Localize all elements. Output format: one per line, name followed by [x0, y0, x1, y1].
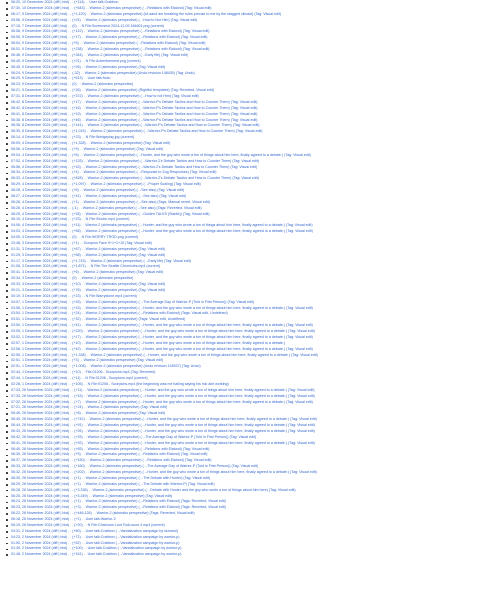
- bullet-icon: [6, 220, 8, 222]
- contribution-text[interactable]: 01:31, 3 December 2024 (diff | hist) . . (+67) . . Warrior-2 (skirmaks perspective) (Tag: Visual edit): [11, 246, 166, 251]
- bullet-icon: [6, 402, 8, 404]
- bullet-icon: [6, 425, 8, 427]
- contribution-text[interactable]: 06:40, 26 November 2024 (diff | hist) . . (+65) . . Warrior-2 (skirmaks perspective) (→Relations with Elalond) (Tag: Visual edit): [11, 446, 210, 451]
- contribution-text[interactable]: 06:18, 26 November 2024 (diff | hist) . . (+1) . . User talk:Warrior-2: [11, 517, 116, 521]
- bullet-icon: [6, 173, 8, 175]
- bullet-icon: [6, 126, 8, 128]
- bullet-icon: [6, 49, 8, 51]
- contribution-text[interactable]: 04:03, 4 December 2024 (diff | hist) . . (+58) . . Warrior-2 (skirmaks perspective) (→Hunter, and the guy who wrote a ton of things about him here, finally agreed to a debate.) (Tag: Visual edit): [11, 229, 313, 234]
- contribution-text[interactable]: 06:42, 8 December 2024 (diff | hist) . . (+17) . . Warrior-2 (skirmaks perspective) (→Warrior-P's Debate Tactics and How to Counter Them) (Tag: Visual edit): [11, 99, 258, 104]
- bullet-icon: [6, 32, 8, 34]
- contribution-text[interactable]: 06:41, 8 December 2024 (diff | hist) . . (+19) . . Warrior-2 (skirmaks perspective) (→Warrior-P's Debate Tactics and How to Counter Them) (Tag: Visual edit): [11, 111, 258, 116]
- contribution-text[interactable]: 00:21, 3 December 2024 (diff | hist) . . (+76) . . Warrior-2 (skirmaks perspective) (Tag: Visual edit): [11, 287, 166, 292]
- bullet-icon: [6, 519, 8, 521]
- contribution-text[interactable]: 07:33, 26 November 2024 (diff | hist) . . (+15) . . Warrior-2 (skirmaks perspective) (→Hunter, and the guy who wrote a ton of things about him here, finally agreed to a debate.) (Tag: Visual edit): [11, 393, 315, 398]
- bullet-icon: [6, 331, 8, 333]
- contribution-text[interactable]: 06:09, 4 December 2024 (diff | hist) . . (+1,328) . . Warrior-2 (skirmaks perspective) (Tag: Visual edit): [11, 141, 171, 145]
- bullet-icon: [6, 537, 8, 539]
- bullet-icon: [6, 55, 8, 57]
- contribution-text[interactable]: 02:44, 1 December 2024 (diff | hist) . . (+10) . . File:01206 - Scorpions.mp4 (Tag: Reverted): [11, 370, 156, 375]
- bullet-icon: [6, 243, 8, 245]
- bullet-icon: [6, 308, 8, 310]
- bullet-icon: [6, 302, 8, 304]
- contributions-list: [6, 0, 487, 558]
- bullet-icon: [6, 349, 8, 351]
- contribution-text[interactable]: 03:02, 1 December 2024 (diff | hist) . . (+17) . . Warrior-2 (skirmaks perspective) (→Hunter, and the guy who wrote a ton of things about him here, finally agreed to a debate.) (Tag: Visual edit): [11, 334, 313, 339]
- contribution-text[interactable]: 06:54, 9 December 2024 (diff | hist) . . (+5) . . Warrior-2 (skirmaks perspective) (→Relations with Elalond) (Tag: Visual edit): [11, 41, 206, 46]
- contribution-text[interactable]: 06:43, 26 November 2024 (diff | hist) . . (+26) . . Warrior-2 (skirmaks perspective) (→Hunter, and the guy who wrote a ton of things about him here, finally agreed to a debate.) (Tag: Visual edit): [11, 428, 315, 433]
- contribution-text[interactable]: 03:56, 1 December 2024 (diff | hist) . . (+15) . . Warrior-2 (skirmaks perspective) (→Hunter, and the guy who wrote a ton of things about him here, finally agreed to a debate.) (Tag: Visual edit): [11, 305, 313, 310]
- bullet-icon: [6, 314, 8, 316]
- bullet-icon: [6, 549, 8, 551]
- contribution-text[interactable]: 07:33, 26 November 2024 (diff | hist) . . (+11) . . Warrior-2 (skirmaks perspective) (→Hunter, and the guy who wrote a ton of things about him here, finally agreed to a debate.) (Tag: Visual edit): [11, 387, 315, 392]
- contribution-text[interactable]: 06:25, 4 December 2024 (diff | hist) . . (+28) . . Warrior-2 (skirmaks perspective) (→Golden TALKS (Startle)) (Tag: Visual edit): [11, 211, 210, 216]
- contribution-text[interactable]: 06:37, 26 November 2024 (diff | hist) . . (+150) . . Warrior-2 (skirmaks perspective) (→Relations with Elalond) (Tag: Visual edit): [11, 458, 212, 463]
- contribution-text[interactable]: 06:14, 4 December 2024 (diff | hist) . . (+23) . . N File:Wedgeplay.jpg (current): [11, 135, 135, 140]
- bullet-icon: [6, 214, 8, 216]
- contribution-text[interactable]: 04:06, 4 December 2024 (diff | hist) . . (+11) . . Warrior-2 (skirmaks perspective) (→Hunter, and the guy who wrote a ton of things about him here, finally agreed to a debate.) (Tag: Visual edit): [11, 223, 313, 228]
- contribution-text[interactable]: 06:45, 26 November 2024 (diff | hist) . . (+742) . . Warrior-2 (skirmaks perspective) (→Hunter, and the guy who wrote a ton of things about him here, finally agreed to a debate.) (Tag: Visual edit): [11, 417, 317, 422]
- contribution-row[interactable]: [6, 552, 487, 558]
- contribution-text[interactable]: 07:15, 7 December 2024 (diff | hist) . . (0) . . N File:Screenshot 2024-12-09 184601.png (current): [11, 23, 165, 28]
- contribution-text[interactable]: 06:45, 9 December 2024 (diff | hist) . . (+26) . . Warrior-2 (skirmaks perspective) (Tag: Visual edit): [11, 64, 166, 69]
- contribution-text[interactable]: 06:38, 8 December 2024 (diff | hist) . . (+46) . . Warrior-2 (skirmaks perspective) (→Warrior-P's Debate Tactics and How to Counter Them) (Tag: Visual edit): [11, 117, 258, 122]
- contribution-text[interactable]: 06:30, 26 November 2024 (diff | hist) . . (+1) . . Warrior-2 (skirmaks perspective) (→The Debate with Hunter) (Tag: Visual edit): [11, 475, 211, 480]
- contribution-text[interactable]: 05:56, 9 December 2024 (diff | hist) . . (+24) . . Warrior-2 (skirmaks perspective) (→How to Not Him) (Tag: Visual edit): [11, 17, 198, 22]
- contribution-text[interactable]: 02:56, 1 December 2024 (diff | hist) . . (+42) . . Warrior-2 (skirmaks perspective) (→Hunter, and the guy who wrote a ton of things about him here, finally agreed to a debate.) (Tag: Visual edit): [11, 346, 313, 351]
- bullet-icon: [6, 554, 8, 556]
- contribution-text[interactable]: 06:28, 26 November 2024 (diff | hist) . . (+3,338) . . Warrior-2 (skirmaks perspective) (→Debate with Hunter and the guy who wrote a ton of things about him here) (Tag: Visual edit): [11, 487, 296, 492]
- bullet-icon: [6, 466, 8, 468]
- contribution-text[interactable]: 06:34, 4 December 2024 (diff | hist) . . (+4) . . Warrior-2 (skirmaks perspective) (→Response to Zog Responses) (Tag: Visual edit): [11, 170, 217, 175]
- contribution-text[interactable]: 06:29, 4 December 2024 (diff | hist) . . (+1,097) . . Warrior-2 (skirmaks perspective) (→Proper Scaling) (Tag: Visual edit): [11, 182, 201, 187]
- bullet-icon: [6, 443, 8, 445]
- bullet-icon: [6, 460, 8, 462]
- bullet-icon: [6, 96, 8, 98]
- bullet-icon: [6, 337, 8, 339]
- bullet-icon: [6, 8, 8, 10]
- bullet-icon: [6, 419, 8, 421]
- contribution-text[interactable]: 00:41, 3 December 2024 (diff | hist) . . (+6) . . Warrior-2 (skirmaks perspective) (Tag: Visual edit): [11, 270, 164, 275]
- contribution-text[interactable]: 04:23, 2 November 2024 (diff | hist) . . (+71) . . User talk:Crabbon (→Vandalization campaign by warrior-p): [11, 534, 180, 539]
- contribution-text[interactable]: 06:56, 9 December 2024 (diff | hist) . . (+122) . . Warrior-2 (skirmaks perspective) (→Relations with Elalond) (Tag: Visual edit): [11, 29, 210, 34]
- contribution-text[interactable]: 06:20, 9 December 2024 (diff | hist) . . (+613) . . User talk:Noto: [11, 76, 111, 81]
- contribution-text[interactable]: 01:25, 3 December 2024 (diff | hist) . . (+58) . . Warrior-2 (skirmaks perspective) (Tag: Visual edit): [11, 252, 166, 257]
- bullet-icon: [6, 120, 8, 122]
- bullet-icon: [6, 455, 8, 457]
- bullet-icon: [6, 290, 8, 292]
- bullet-icon: [6, 531, 8, 533]
- contribution-text[interactable]: 07:21, 26 November 2024 (diff | hist) . . (+24) . . Warrior-2 (skirmaks perspective) (Tag: Visual edit): [11, 405, 168, 410]
- bullet-icon: [6, 184, 8, 186]
- contribution-text[interactable]: 00:34, 3 December 2024 (diff | hist) . . (0) . . Warrior-2 (skirmaks perspective): [11, 276, 134, 281]
- bullet-icon: [6, 61, 8, 63]
- bullet-icon: [6, 502, 8, 504]
- contribution-text[interactable]: 06:56, 4 December 2024 (diff | hist) . . (+16) . . Warrior-2 (skirmaks perspective) (→Warrior-2's Debate Tactics and How to Counter Them) (Tag: Visual edit): [11, 164, 258, 169]
- bullet-icon: [6, 396, 8, 398]
- bullet-icon: [6, 149, 8, 151]
- contribution-text[interactable]: 06:25, 26 November 2024 (diff | hist) . . (+3,349) . . Warrior-2 (skirmaks perspective) (Tag: Visual edit): [11, 493, 173, 498]
- bullet-icon: [6, 543, 8, 545]
- bullet-icon: [6, 84, 8, 86]
- bullet-icon: [6, 484, 8, 486]
- contribution-text[interactable]: 06:55, 9 December 2024 (diff | hist) . . (+17) . . Warrior-2 (skirmaks perspective) (→Relations with Elalond) (Tag: Visual edit): [11, 35, 208, 40]
- bullet-icon: [6, 190, 8, 192]
- bullet-icon: [6, 131, 8, 133]
- contribution-text[interactable]: 06:42, 8 December 2024 (diff | hist) . . (+16) . . Warrior-2 (skirmaks perspective) (→Warrior-P's Debate Tactics and How to Counter Them) (Tag: Visual edit): [11, 105, 258, 110]
- contribution-text[interactable]: 06:26, 4 December 2024 (diff | hist) . . (-1) . . Warrior-2 (skirmaks perspective) (→See also) (Tags: Reverted, Visual edit): [11, 205, 202, 210]
- bullet-icon: [6, 355, 8, 357]
- bullet-icon: [6, 513, 8, 515]
- contribution-text[interactable]: 06:19, 4 December 2024 (diff | hist) . . (+23) . . N File:Stocks.mp4 (current): [11, 217, 130, 222]
- bullet-icon: [6, 325, 8, 327]
- contribution-text[interactable]: 00:19, 3 December 2024 (diff | hist) . . (+23) . . N File:Warrystone.mp4 (current): [11, 293, 137, 298]
- bullet-icon: [6, 408, 8, 410]
- bullet-icon: [6, 296, 8, 298]
- bullet-icon: [6, 525, 8, 527]
- contribution-text[interactable]: 06:22, 26 November 2024 (diff | hist) . . (+446,128) . . Warrior-2 (skirmaks perspective) (Tags: Reverted, Visual edit): [11, 511, 195, 516]
- bullet-icon: [6, 366, 8, 368]
- bullet-icon: [6, 255, 8, 257]
- contribution-text[interactable]: 23:48, 3 December 2024 (diff | hist) . . (+1) . . Scorpion Face 9+1+1+10 (Tag: Visual edit): [11, 240, 152, 245]
- contribution-text[interactable]: 02:55, 1 December 2024 (diff | hist) . . (+1,338) . . Warrior-2 (skirmaks perspective) (→Hunter, and the guy who wrote a ton of things about him here, finally agreed to a debate.) (Tag: Visual edit): [11, 352, 318, 357]
- contribution-text[interactable]: 03:05, 1 December 2024 (diff | hist) . . (+220) . . Warrior-2 (skirmaks perspective) (→Hunter, and the guy who wrote a ton of things about him here, finally agreed to a debate.) (Tag: Visual edit): [11, 329, 315, 333]
- contribution-text[interactable]: 06:19, 26 November 2024 (diff | hist) . . (+20) . . N File:Chatroom Loot TodLocuct 4.mp4 (current): [11, 522, 165, 527]
- contribution-text[interactable]: 06:23, 26 November 2024 (diff | hist) . . (+3) . . Warrior-2 (skirmaks perspective) (→Relations with Elalond) (Tags: Reverted, Visual edit): [11, 505, 226, 510]
- bullet-icon: [6, 67, 8, 69]
- contribution-text[interactable]: 06:20, 10 December 2024 (diff | hist) . . (+114) . . User talk:Crabbon: [11, 0, 119, 4]
- bullet-icon: [6, 384, 8, 386]
- bullet-icon: [6, 161, 8, 163]
- bullet-icon: [6, 114, 8, 116]
- bullet-icon: [6, 507, 8, 509]
- bullet-icon: [6, 155, 8, 157]
- bullet-icon: [6, 20, 8, 22]
- contribution-text[interactable]: 01:06, 3 December 2024 (diff | hist) . . (+1,871) . . N File:The Seattle Chronicles.mp4 (current): [11, 264, 160, 269]
- bullet-icon: [6, 202, 8, 204]
- bullet-icon: [6, 490, 8, 492]
- contribution-text[interactable]: 06:26, 4 December 2024 (diff | hist) . . (+1) . . Warrior-2 (skirmaks perspective) (→See also) (Tags: Manual revert, Visual edit): [11, 199, 210, 204]
- contribution-text[interactable]: 07:30, 10 December 2024 (diff | hist) . . (+643) . . Warrior-2 (skirmaks perspective) (→Relations with Elalond) (Tag: Visual edit): [11, 5, 212, 10]
- contribution-text[interactable]: 03:54, 1 December 2024 (diff | hist) . . (+24) . . Warrior-2 (skirmaks perspective) (→Relations with Elalond) (Tags: Visual edit, Undefined): [11, 311, 228, 316]
- bullet-icon: [6, 390, 8, 392]
- contribution-text[interactable]: 07:32, 26 November 2024 (diff | hist) . . (+7) . . Warrior-2 (skirmaks perspective) (→Hunter, and the guy who wrote a ton of things about him here, finally agreed to a debate.) (Tag: Visual edit): [11, 399, 313, 404]
- bullet-icon: [6, 90, 8, 92]
- bullet-icon: [6, 361, 8, 363]
- contribution-text[interactable]: 06:42, 26 November 2024 (diff | hist) . . (+25) . . Warrior-2 (skirmaks perspective) (→The Average Day of Warrior-P (Told in First Person)) (Tag: Visual edit): [11, 434, 257, 439]
- bullet-icon: [6, 319, 8, 321]
- bullet-icon: [6, 343, 8, 345]
- contribution-text[interactable]: 06:23, 9 December 2024 (diff | hist) . . (0) . . Warrior-2 (skirmaks perspective): [11, 82, 134, 87]
- bullet-icon: [6, 472, 8, 474]
- contribution-text[interactable]: 02:44, 1 December 2024 (diff | hist) . . (+11) . . N File:01206 - Scorpions.mp4 (current): [11, 376, 148, 380]
- contribution-text[interactable]: 07:02, 4 December 2024 (diff | hist) . . (+125) . . Warrior-2 (skirmaks perspective) (→Warrior-2's Debate Tactics and How to Counter Them) (Tag: Visual edit): [11, 158, 260, 163]
- contribution-text[interactable]: 01:49, 2 November 2024 (diff | hist) . . (+100) . . User talk:Crabbon (→Vandalization campaign by warrior-p): [11, 546, 182, 551]
- contribution-text[interactable]: 06:46, 9 December 2024 (diff | hist) . . (+344) . . Warrior-2 (skirmaks perspective) (→Early life) (Tag: Visual edit): [11, 52, 188, 57]
- bullet-icon: [6, 372, 8, 374]
- bullet-icon: [6, 237, 8, 239]
- bullet-icon: [6, 178, 8, 180]
- bullet-icon: [6, 249, 8, 251]
- bullet-icon: [6, 272, 8, 274]
- contribution-text[interactable]: 03:51, 1 December 2024 (diff | hist) . . (+32) . . Warrior-2 (skirmaks perspective) (Tags: Visual edit, Undefined): [11, 317, 186, 322]
- bullet-icon: [6, 449, 8, 451]
- bullet-icon: [6, 137, 8, 139]
- contribution-text[interactable]: 06:27, 4 December 2024 (diff | hist) . . (+41) . . Warrior-2 (skirmaks perspective) (→See also) (Tag: Visual edit): [11, 193, 187, 198]
- contribution-text[interactable]: 04:31, 2 November 2024 (diff | hist) . . (+80) . . User talk:Crabbon (→Vandalization campaign by skrnaroi): [11, 528, 179, 533]
- contribution-text[interactable]: 04:05, 4 December 2024 (diff | hist) . . (0) . . N File:WORRY TROD.png (current): [11, 235, 139, 239]
- bullet-icon: [6, 73, 8, 75]
- bullet-icon: [6, 26, 8, 28]
- bullet-icon: [6, 284, 8, 286]
- bullet-icon: [6, 208, 8, 210]
- bullet-icon: [6, 167, 8, 169]
- contribution-text[interactable]: 06:24, 26 November 2024 (diff | hist) . . (+1) . . Warrior-2 (skirmaks perspective) (→Relations with Elalond) (Tags: Reverted, Visual edit): [11, 499, 226, 504]
- contribution-text[interactable]: 02:51, 1 December 2024 (diff | hist) . . (+3) . . Warrior-2 (skirmaks perspective) (Tag: Visual edit): [11, 358, 164, 363]
- contribution-text[interactable]: 06:51, 9 December 2024 (diff | hist) . . (+238) . . Warrior-2 (skirmaks perspective) (→Relations with Elalond) (Tag: Visual edit): [11, 47, 210, 51]
- bullet-icon: [6, 43, 8, 45]
- contribution-text[interactable]: 06:35, 8 December 2024 (diff | hist) . . (+1,015) . . Warrior-2 (skirmaks perspective) (→Warrior-P's Debate Tactics and How to Counter Them) (Tag: Visual edit): [11, 129, 263, 134]
- bullet-icon: [6, 14, 8, 16]
- bullet-icon: [6, 79, 8, 81]
- bullet-icon: [6, 413, 8, 415]
- bullet-icon: [6, 2, 8, 4]
- contribution-text[interactable]: 04:07, 1 December 2024 (diff | hist) . . (+25) . . Warrior-2 (skirmaks perspective) (→The Average Day of Warrior-P (Told in First Person)) (Tag: Visual edit): [11, 299, 255, 304]
- contribution-text[interactable]: 02:51, 1 December 2024 (diff | hist) . . (+1,008) . . Warrior-2 (skirmaks perspective) (Undo revision 145937) (Tag: Undo): [11, 364, 201, 369]
- bullet-icon: [6, 108, 8, 110]
- contribution-text[interactable]: 03:50, 1 December 2024 (diff | hist) . . (+41) . . Warrior-2 (skirmaks perspective) (→Hunter, and the guy who wrote a ton of things about him here, finally agreed to a debate.) (Tag: Visual edit): [11, 323, 313, 328]
- bullet-icon: [6, 267, 8, 269]
- contribution-text[interactable]: 06:45, 9 December 2024 (diff | hist) . . (+21) . . N File:Advertisement.png (current): [11, 58, 141, 63]
- contribution-text[interactable]: 09:04, 4 December 2024 (diff | hist) . . (+6) . . Warrior-2 (skirmaks perspective) (→Hunter, and the guy who wrote a ton of things about him here, finally agreed to a debate.) (Tag: Visual edit): [11, 152, 311, 157]
- bullet-icon: [6, 225, 8, 227]
- contribution-text[interactable]: 06:39, 26 November 2024 (diff | hist) . . (+5) . . Warrior-2 (skirmaks perspective) (→Relations with Elalond) (Tag: Visual edit): [11, 452, 208, 457]
- contribution-text[interactable]: 06:06, 4 December 2024 (diff | hist) . . (+9) . . Warrior-2 (skirmaks perspective) (Tag: Visual edit): [11, 146, 164, 151]
- contribution-text[interactable]: 01:17, 3 December 2024 (diff | hist) . . (+1,743) . . Warrior-2 (skirmaks perspective) (→Early life) (Tag: Visual edit): [11, 258, 191, 263]
- bullet-icon: [6, 378, 8, 380]
- contribution-text[interactable]: 02:57, 1 December 2024 (diff | hist) . . (+10) . . Warrior-2 (skirmaks perspective) (→Hunter, and the guy who wrote a ton of things about him here, finally agreed to a debate.): [11, 340, 286, 345]
- contribution-text[interactable]: 06:24, 9 December 2024 (diff | hist) . . (-32) . . Warrior-2 (skirmaks perspective) (Undo revision 148430) (Tag: Undo): [11, 70, 195, 75]
- contribution-text[interactable]: 06:44, 26 November 2024 (diff | hist) . . (+91) . . Warrior-2 (skirmaks perspective) (→Hunter, and the guy who wrote a ton of things about him here, finally agreed to a debate.) (Tag: Visual edit): [11, 423, 315, 427]
- contribution-text[interactable]: 06:33, 26 November 2024 (diff | hist) . . (+160) . . Warrior-2 (skirmaks perspective) (→The Average Day of Warrior-P (Told in First Person)) (Tag: Visual edit): [11, 464, 259, 469]
- contribution-text[interactable]: 00:33, 3 December 2024 (diff | hist) . . (+10) . . Warrior-2 (skirmaks perspective) (Tag: Visual edit): [11, 282, 166, 286]
- bullet-icon: [6, 431, 8, 433]
- contribution-text[interactable]: 06:38, 8 December 2024 (diff | hist) . . (+141) . . Warrior-2 (skirmaks perspective) (→Warrior-P's Debate Tactics and How to Counter Them) (Tag: Visual edit): [11, 123, 260, 128]
- bullet-icon: [6, 143, 8, 145]
- bullet-icon: [6, 478, 8, 480]
- contribution-text[interactable]: 06:21, 9 December 2024 (diff | hist) . . (+26) . . Warrior-2 (skirmaks perspective) (Rightful templates) (Tag: Reverted, Visual edit): [11, 88, 214, 93]
- bullet-icon: [6, 102, 8, 104]
- contribution-text[interactable]: 02:28, 1 December 2024 (diff | hist) . . (+105) . . N File:01206 - Scorpions.mp4 (the beginning was me bailing saying his mic aint working): [11, 381, 229, 386]
- bullet-icon: [6, 496, 8, 498]
- contribution-text[interactable]: 01:48, 2 November 2024 (diff | hist) . . (+161) . . User talk:Crabbon (→Vandalization campaign by warrior-p): [11, 552, 182, 557]
- contribution-text[interactable]: 06:41, 26 November 2024 (diff | hist) . . (+92) . . Warrior-2 (skirmaks perspective) (→Hunter, and the guy who wrote a ton of things about him here, finally agreed to a debate.) (Tag: Visual edit): [11, 440, 315, 445]
- bullet-icon: [6, 231, 8, 233]
- contribution-text[interactable]: 06:33, 4 December 2024 (diff | hist) . . (+828) . . Warrior-2 (skirmaks perspective) (→Warrior-2's Debate Tactics and How to Counter Them) (Tag: Visual edit): [11, 176, 260, 181]
- contribution-text[interactable]: 06:32, 26 November 2024 (diff | hist) . . (+202) . . Warrior-2 (skirmaks perspective) (→Hunter, and the guy who wrote a ton of things about him here, finally agreed to a debate.) (Tag: Visual edit): [11, 470, 317, 474]
- bullet-icon: [6, 196, 8, 198]
- contribution-text[interactable]: 06:29, 26 November 2024 (diff | hist) . . (+1) . . Warrior-2 (skirmaks perspective) (→The Debate with Warrior-P) (Tag: Visual edit): [11, 481, 215, 486]
- contribution-text[interactable]: 07:31, 8 December 2024 (diff | hist) . . (+372) . . Warrior-2 (skirmaks perspective) (→How to not Him) (Tag: Visual edit): [11, 94, 199, 98]
- bullet-icon: [6, 437, 8, 439]
- contribution-text[interactable]: 01:50, 2 November 2024 (diff | hist) . . (+52) . . User talk:Crabbon (→Vandalization campaign by warrior-p): [11, 540, 180, 545]
- contribution-text[interactable]: 06:28, 4 December 2024 (diff | hist) . . (+6) . . Warrior-2 (skirmaks perspective) (→See also) (Tag: Visual edit): [11, 188, 185, 192]
- contribution-text[interactable]: 06:17, 9 December 2024 (diff | hist) . . (+1,120) . . Warrior-2 (skirmaks perspective) (lol aand am breaking the rules precise to me by the stagged climaxt) (Tag: Visual edit): [11, 11, 282, 16]
- contribution-text[interactable]: 06:46, 26 November 2024 (diff | hist) . . (+8) . . Warrior-2 (skirmaks perspective) (Tag: Visual edit): [11, 411, 166, 416]
- bullet-icon: [6, 278, 8, 280]
- bullet-icon: [6, 37, 8, 39]
- bullet-icon: [6, 261, 8, 263]
